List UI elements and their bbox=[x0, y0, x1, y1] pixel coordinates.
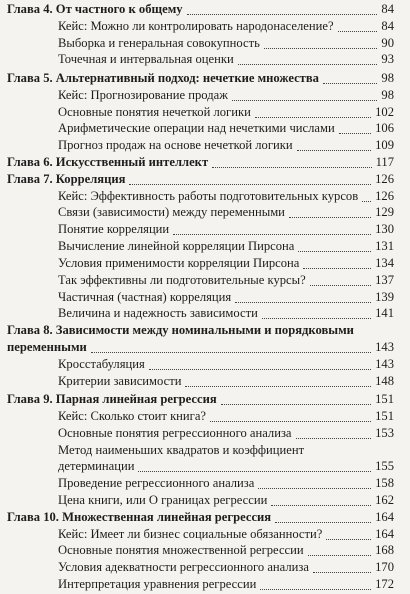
page-number: 106 bbox=[373, 119, 394, 138]
leader-dots bbox=[232, 100, 377, 101]
leader-dots bbox=[298, 251, 371, 252]
page-number: 155 bbox=[373, 457, 394, 476]
leader-dots bbox=[339, 133, 371, 134]
leader-dots bbox=[235, 302, 371, 303]
leader-dots bbox=[313, 572, 371, 573]
leader-dots bbox=[296, 438, 372, 439]
section-title: Основные понятия нечеткой логики bbox=[58, 103, 253, 122]
toc-section-row bbox=[0, 372, 410, 391]
section-title: Кейс: Имеет ли бизнес социальные обязанности? bbox=[58, 525, 324, 544]
leader-dots bbox=[260, 589, 371, 590]
page-number: 98 bbox=[379, 86, 394, 105]
page-number: 84 bbox=[379, 0, 394, 19]
page-number: 126 bbox=[373, 187, 394, 206]
leader-dots bbox=[262, 318, 371, 319]
leader-dots bbox=[91, 352, 371, 353]
section-title: Кейс: Сколько стоит книга? bbox=[58, 407, 208, 426]
leader-dots bbox=[297, 150, 372, 151]
page-number: 134 bbox=[373, 254, 394, 273]
leader-dots bbox=[258, 488, 371, 489]
page-number: 158 bbox=[373, 474, 394, 493]
section-title: Кейс: Можно ли контролировать народонаселение? bbox=[58, 17, 336, 36]
chapter-title: Глава 5. Альтернативный подход: нечеткие множества bbox=[7, 69, 321, 88]
page-number: 143 bbox=[373, 355, 394, 374]
leader-dots bbox=[173, 234, 371, 235]
section-title: Проведение регрессионного анализа bbox=[58, 474, 256, 493]
page-number: 109 bbox=[373, 136, 394, 155]
section-title: Прогноз продаж на основе нечеткой логики bbox=[58, 136, 295, 155]
page-number: 117 bbox=[374, 153, 394, 172]
leader-dots bbox=[238, 64, 378, 65]
page-number: 137 bbox=[373, 271, 394, 290]
page-number: 139 bbox=[373, 288, 394, 307]
page-number: 172 bbox=[373, 575, 394, 594]
chapter-title: Глава 4. От частного к общему bbox=[7, 0, 185, 19]
leader-dots bbox=[338, 31, 378, 32]
page-number: 143 bbox=[373, 338, 394, 357]
page-number: 98 bbox=[379, 69, 394, 88]
section-title: Основные понятия регрессионного анализа bbox=[58, 424, 294, 443]
page-number: 130 bbox=[373, 220, 394, 239]
section-title: Кейс: Эффективность работы подготовительных курсов bbox=[58, 187, 360, 206]
leader-dots bbox=[289, 217, 371, 218]
section-title: Частичная (частная) корреляция bbox=[58, 288, 233, 307]
section-title: Понятие корреляции bbox=[58, 220, 171, 239]
page-number: 162 bbox=[373, 491, 394, 510]
leader-dots bbox=[210, 421, 371, 422]
leader-dots bbox=[323, 83, 377, 84]
chapter-title: переменными bbox=[7, 338, 89, 357]
chapter-title: Глава 8. Зависимости между номинальными и порядковыми bbox=[7, 321, 356, 340]
page-number: 170 bbox=[373, 558, 394, 577]
section-title: Кросстабуляция bbox=[58, 355, 147, 374]
section-title: Условия адекватности регрессионного анализа bbox=[58, 558, 311, 577]
toc-section-row bbox=[0, 50, 410, 69]
section-title: Так эффективны ли подготовительные курсы? bbox=[58, 271, 308, 290]
section-title: Интерпретация уравнения регрессии bbox=[58, 575, 258, 594]
page-number: 131 bbox=[373, 237, 394, 256]
chapter-title: Глава 7. Корреляция bbox=[7, 170, 127, 189]
page-number: 151 bbox=[373, 407, 394, 426]
leader-dots bbox=[271, 505, 371, 506]
toc-section-row bbox=[0, 575, 410, 594]
page-number: 126 bbox=[373, 170, 394, 189]
leader-dots bbox=[362, 201, 371, 202]
leader-dots bbox=[129, 184, 371, 185]
section-title: Выборка и генеральная совокупность bbox=[58, 34, 262, 53]
page-number: 141 bbox=[373, 304, 394, 323]
leader-dots bbox=[255, 117, 371, 118]
page-number: 84 bbox=[379, 17, 394, 36]
section-title: Величина и надежность зависимости bbox=[58, 304, 260, 323]
leader-dots bbox=[303, 268, 371, 269]
section-title: Критерии зависимости bbox=[58, 372, 183, 391]
section-title: Арифметические операции над нечеткими числами bbox=[58, 119, 337, 138]
chapter-title: Глава 10. Множественная линейная регрессия bbox=[7, 508, 273, 527]
page-number: 93 bbox=[379, 50, 394, 69]
page-number: 151 bbox=[373, 390, 394, 409]
section-title: Метод наименьших квадратов и коэффициент bbox=[58, 441, 306, 460]
leader-dots bbox=[149, 369, 371, 370]
leader-dots bbox=[187, 14, 378, 15]
page-number: 168 bbox=[373, 541, 394, 560]
page-number: 129 bbox=[373, 203, 394, 222]
page-number: 90 bbox=[379, 34, 394, 53]
section-title: Вычисление линейной корреляции Пирсона bbox=[58, 237, 296, 256]
section-title: Точечная и интервальная оценки bbox=[58, 50, 236, 69]
section-title: Кейс: Прогнозирование продаж bbox=[58, 86, 230, 105]
section-title: Цена книги, или О границах регрессии bbox=[58, 491, 269, 510]
leader-dots bbox=[326, 539, 371, 540]
leader-dots bbox=[221, 404, 371, 405]
page-number: 102 bbox=[373, 103, 394, 122]
leader-dots bbox=[310, 285, 371, 286]
chapter-title: Глава 9. Парная линейная регрессия bbox=[7, 390, 219, 409]
section-title: детерминации bbox=[58, 457, 136, 476]
leader-dots bbox=[212, 167, 371, 168]
section-title: Условия применимости корреляции Пирсона bbox=[58, 254, 301, 273]
page-number: 148 bbox=[373, 372, 394, 391]
leader-dots bbox=[264, 48, 378, 49]
chapter-title: Глава 6. Искусственный интеллект bbox=[7, 153, 210, 172]
leader-dots bbox=[308, 555, 371, 556]
page-number: 153 bbox=[373, 424, 394, 443]
page-number: 164 bbox=[373, 508, 394, 527]
leader-dots bbox=[185, 386, 371, 387]
leader-dots bbox=[275, 522, 371, 523]
section-title: Связи (зависимости) между переменными bbox=[58, 203, 287, 222]
section-title: Основные понятия множественной регрессии bbox=[58, 541, 306, 560]
leader-dots bbox=[138, 471, 371, 472]
page-number: 164 bbox=[373, 525, 394, 544]
